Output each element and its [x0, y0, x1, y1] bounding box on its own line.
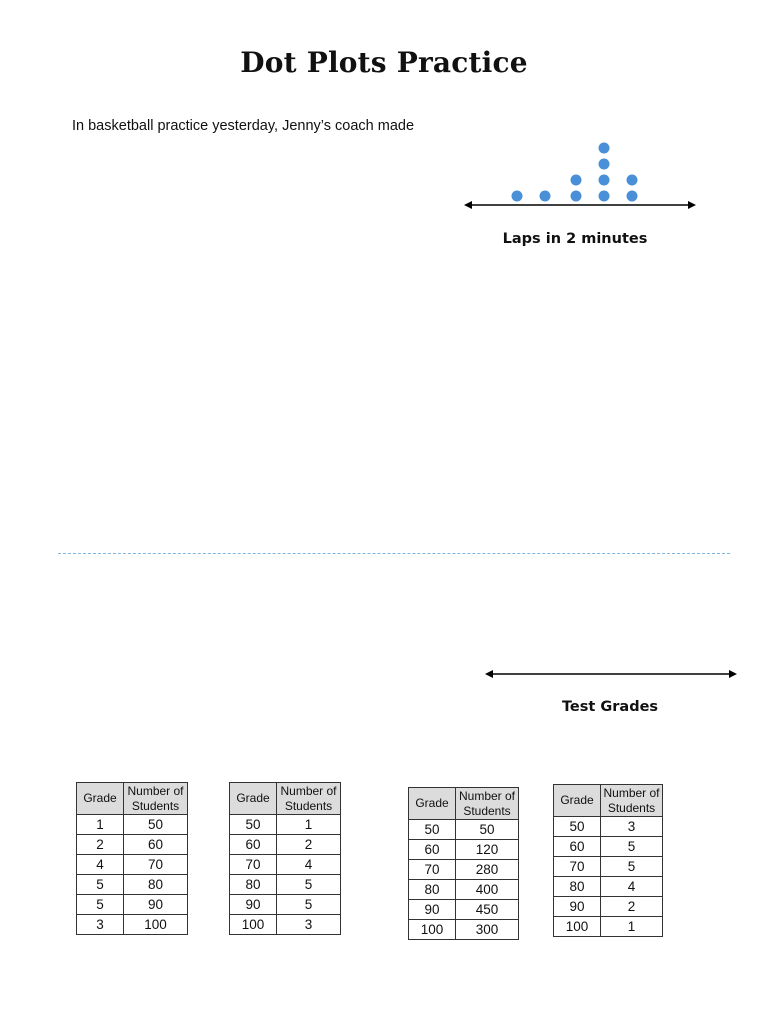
- table-cell: 5: [601, 837, 663, 857]
- number-line-test-grades: [482, 664, 742, 684]
- table-row: [77, 875, 188, 895]
- arrow-right-icon: [729, 670, 737, 678]
- table-cell: 3: [77, 915, 124, 935]
- table-cell: 2: [601, 897, 663, 917]
- table-row: [409, 840, 519, 860]
- table-row: [554, 817, 663, 837]
- table-cell: 2: [77, 835, 124, 855]
- table-row: [230, 875, 341, 895]
- table-cell: 5: [77, 875, 124, 895]
- table-cell: 100: [409, 920, 456, 940]
- dot: [540, 191, 551, 202]
- table-cell: 3: [601, 817, 663, 837]
- table-cell: 90: [230, 895, 277, 915]
- column-header-grade: Grade: [230, 783, 277, 815]
- table-row: [409, 880, 519, 900]
- table-cell: 60: [230, 835, 277, 855]
- column-header-students: Number of Students: [601, 785, 663, 817]
- table-cell: 4: [277, 855, 341, 875]
- table-cell: 5: [77, 895, 124, 915]
- table-cell: 2: [277, 835, 341, 855]
- dot-plot-dots: [512, 143, 638, 202]
- table-cell: 5: [277, 895, 341, 915]
- table-row: [230, 915, 341, 935]
- column-header-students: Number of Students: [124, 783, 188, 815]
- column-header-students: Number of Students: [456, 788, 519, 820]
- table-row: [77, 835, 188, 855]
- table-row: [77, 895, 188, 915]
- dot: [599, 191, 610, 202]
- grade-table-4: [553, 784, 663, 937]
- table-cell: 100: [124, 915, 188, 935]
- table-row: [554, 877, 663, 897]
- grade-table-2: [229, 782, 341, 935]
- table-row: [409, 860, 519, 880]
- table-cell: 120: [456, 840, 519, 860]
- table-cell: 80: [409, 880, 456, 900]
- table-cell: 3: [277, 915, 341, 935]
- table-cell: 50: [124, 815, 188, 835]
- table-cell: 4: [77, 855, 124, 875]
- table-cell: 90: [554, 897, 601, 917]
- table-cell: 100: [230, 915, 277, 935]
- table-cell: 90: [124, 895, 188, 915]
- table-cell: 1: [77, 815, 124, 835]
- table-row: [230, 855, 341, 875]
- table-cell: 50: [456, 820, 519, 840]
- arrow-left-icon: [485, 670, 493, 678]
- arrow-left-icon: [464, 201, 472, 209]
- table-cell: 450: [456, 900, 519, 920]
- table-cell: 60: [124, 835, 188, 855]
- column-header-grade: Grade: [77, 783, 124, 815]
- dot: [571, 191, 582, 202]
- axis-label-laps: Laps in 2 minutes: [502, 231, 648, 247]
- table-row: [77, 915, 188, 935]
- table-cell: 60: [554, 837, 601, 857]
- dot: [512, 191, 523, 202]
- table-row: [554, 917, 663, 937]
- table-cell: 100: [554, 917, 601, 937]
- dot: [571, 175, 582, 186]
- table-row: [554, 857, 663, 877]
- table-row: [409, 900, 519, 920]
- table-cell: 5: [277, 875, 341, 895]
- table-cell: 50: [554, 817, 601, 837]
- table-cell: 1: [601, 917, 663, 937]
- table-cell: 300: [456, 920, 519, 940]
- table-cell: 90: [409, 900, 456, 920]
- intro-text: In basketball practice yesterday, Jenny’s coach made: [72, 118, 415, 134]
- grade-table-3: [408, 787, 519, 940]
- grade-table-1: [76, 782, 188, 935]
- page-title: Dot Plots Practice: [240, 46, 528, 79]
- table-row: [230, 815, 341, 835]
- table-row: [409, 820, 519, 840]
- table-row: [409, 920, 519, 940]
- table-cell: 5: [601, 857, 663, 877]
- dot: [599, 175, 610, 186]
- table-row: [554, 897, 663, 917]
- table-cell: 70: [124, 855, 188, 875]
- table-row: [230, 895, 341, 915]
- arrow-right-icon: [688, 201, 696, 209]
- table-cell: 50: [409, 820, 456, 840]
- dot-plot-laps: [460, 135, 700, 215]
- table-cell: 400: [456, 880, 519, 900]
- dot: [599, 143, 610, 154]
- dot: [599, 159, 610, 170]
- column-header-students: Number of Students: [277, 783, 341, 815]
- table-cell: 80: [124, 875, 188, 895]
- table-row: [77, 815, 188, 835]
- table-cell: 280: [456, 860, 519, 880]
- table-cell: 70: [230, 855, 277, 875]
- table-cell: 80: [554, 877, 601, 897]
- column-header-grade: Grade: [554, 785, 601, 817]
- table-cell: 50: [230, 815, 277, 835]
- table-row: [77, 855, 188, 875]
- table-row: [554, 837, 663, 857]
- dot: [627, 191, 638, 202]
- table-cell: 70: [409, 860, 456, 880]
- section-divider: [58, 553, 730, 554]
- table-cell: 1: [277, 815, 341, 835]
- dot: [627, 175, 638, 186]
- table-cell: 4: [601, 877, 663, 897]
- table-cell: 60: [409, 840, 456, 860]
- table-row: [230, 835, 341, 855]
- axis-label-test-grades: Test Grades: [561, 699, 659, 715]
- table-cell: 70: [554, 857, 601, 877]
- column-header-grade: Grade: [409, 788, 456, 820]
- table-cell: 80: [230, 875, 277, 895]
